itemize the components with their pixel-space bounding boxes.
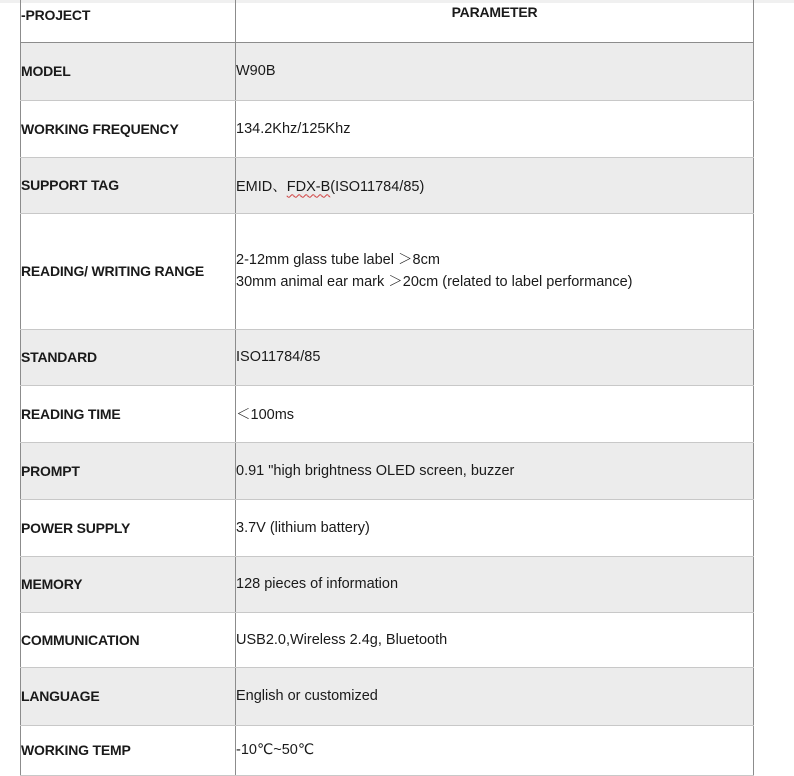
table-row (21, 100, 754, 157)
row-label-model: MODEL (21, 42, 236, 100)
row-label-support-tag: SUPPORT TAG (21, 157, 236, 213)
table-row (21, 667, 754, 725)
row-label-working-frequency: WORKING FREQUENCY (21, 100, 236, 157)
range-line-2: 30mm animal ear mark ＞20cm (related to label performance) (236, 274, 633, 290)
row-label-working-temp: WORKING TEMP (21, 725, 236, 775)
support-tag-fdxb: FDX-B (286, 178, 331, 195)
parameter-header: PARAMETER (236, 0, 754, 42)
table-row (21, 612, 754, 667)
row-label-power-supply: POWER SUPPLY (21, 499, 236, 556)
row-label-standard: STANDARD (21, 329, 236, 385)
row-label-communication: COMMUNICATION (21, 612, 236, 667)
header-row (21, 0, 754, 42)
row-value-language: English or customized (236, 667, 754, 725)
row-value-power-supply: 3.7V (lithium battery) (236, 499, 754, 556)
row-value-communication: USB2.0,Wireless 2.4g, Bluetooth (236, 612, 754, 667)
row-label-prompt: PROMPT (21, 442, 236, 499)
row-value-model: W90B (236, 42, 754, 100)
support-tag-prefix: EMID、 (236, 178, 287, 195)
row-label-reading-writing-range: READING/ WRITING RANGE (21, 213, 236, 329)
row-value-memory: 128 pieces of information (236, 556, 754, 612)
table-row (21, 725, 754, 775)
table-row (21, 499, 754, 556)
row-value-reading-time: ＜100ms (236, 385, 754, 442)
table-row (21, 556, 754, 612)
table-row (21, 42, 754, 100)
spec-table (20, 0, 754, 776)
support-tag-suffix: (ISO11784/85) (330, 178, 425, 195)
row-value-working-temp: -10℃~50℃ (236, 725, 754, 775)
table-row (21, 157, 754, 213)
row-value-prompt: 0.91 "high brightness OLED screen, buzzer (236, 442, 754, 499)
table-row (21, 385, 754, 442)
row-value-standard: ISO11784/85 (236, 329, 754, 385)
row-label-language: LANGUAGE (21, 667, 236, 725)
row-label-memory: MEMORY (21, 556, 236, 612)
table-row (21, 213, 754, 329)
row-value-support-tag (236, 157, 754, 213)
project-header: -PROJECT (21, 0, 236, 42)
table-row (21, 442, 754, 499)
range-line-1: 2-12mm glass tube label ＞8cm (236, 252, 440, 268)
row-value-working-frequency: 134.2Khz/125Khz (236, 100, 754, 157)
row-value-reading-writing-range (236, 213, 754, 329)
table-row (21, 329, 754, 385)
row-label-reading-time: READING TIME (21, 385, 236, 442)
